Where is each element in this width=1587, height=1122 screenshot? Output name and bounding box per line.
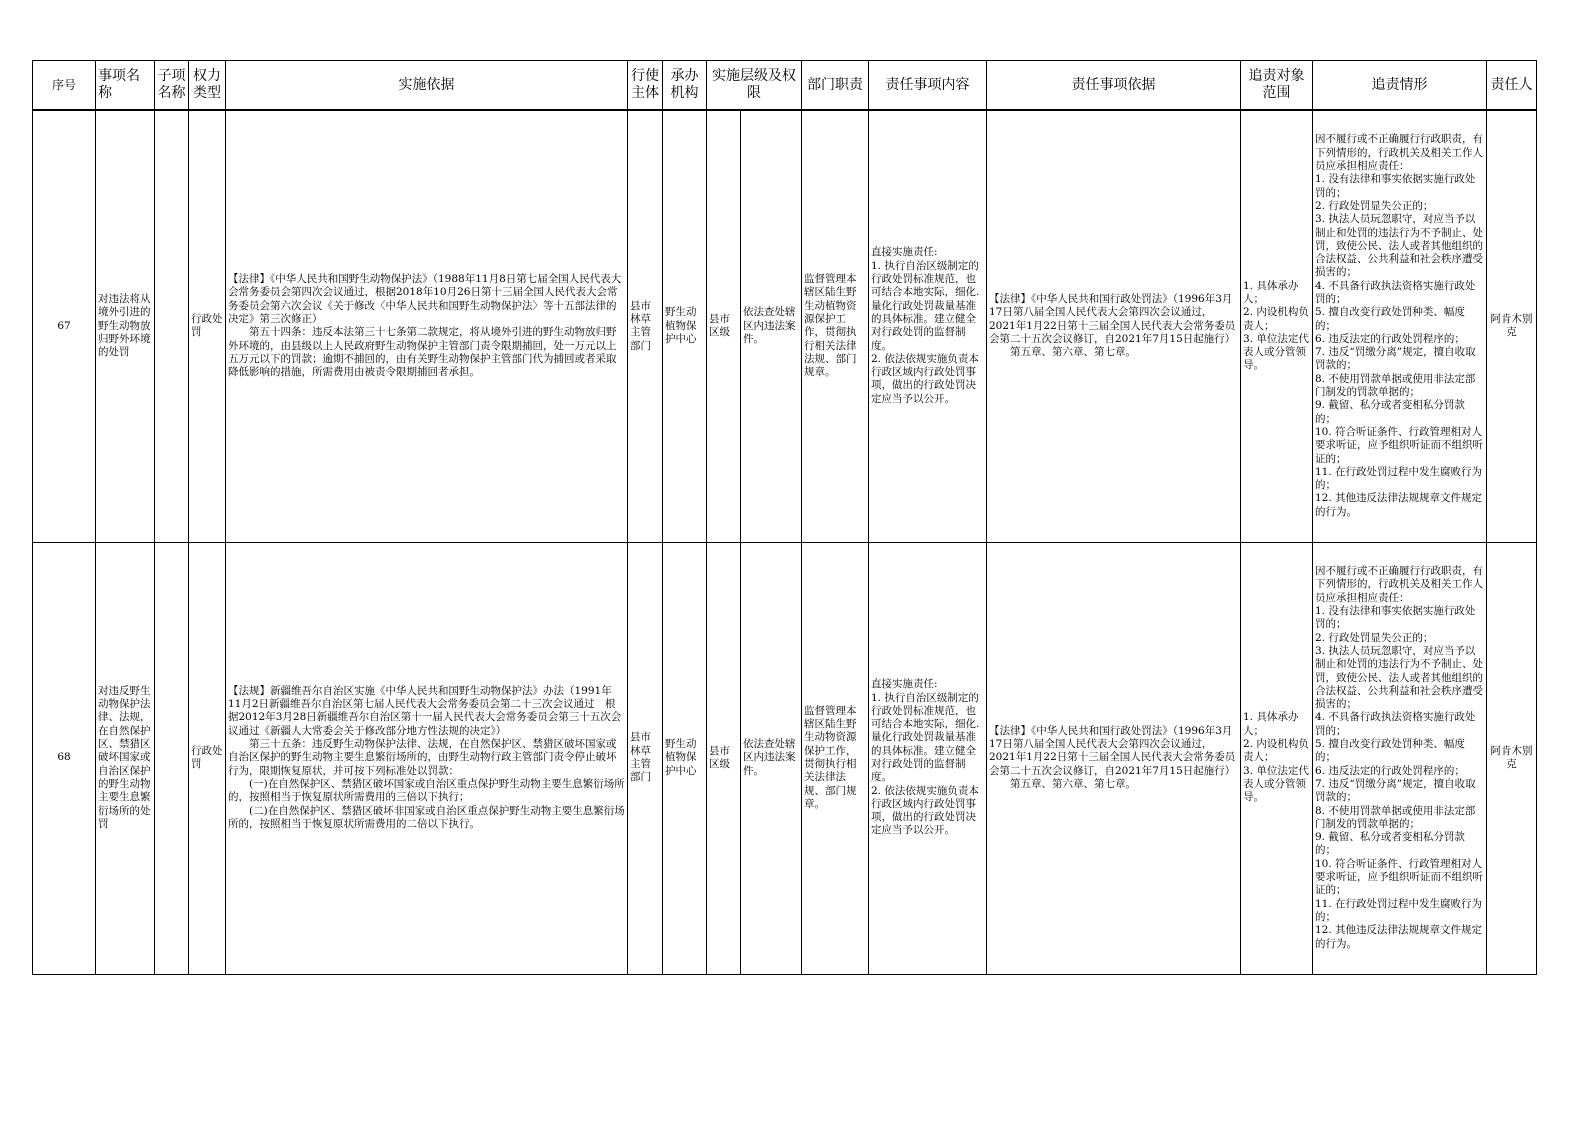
- header-resp-content: 责任事项内容: [869, 61, 987, 111]
- header-subject: 行使主体: [628, 61, 663, 111]
- header-situation: 追责情形: [1313, 61, 1487, 111]
- cell-subject: 县市林草主管部门: [628, 110, 663, 542]
- cell-power-type: 行政处罚: [189, 542, 226, 974]
- cell-authority: 依法查处辖区内违法案件。: [741, 110, 802, 542]
- cell-situation: 因不履行或不正确履行行政职责，有下列情形的，行政机关及相关工作人员应承担相应责任： 1. 没有法律和事实依据实施行政处罚的； 2. 行政处罚显失公正的； 3. 执法人员玩忽职守，对应当予以制止和处罚的违法行为不予制止、处罚，致使公民、法人或者其他组织的合法权益、公共利益和社会秩序遭受损害的； 4. 不具备行政执法资格实施行政处罚的； 5. 擅自改变行政处罚种类、幅度的； 6. 违反法定的行政处罚程序的； 7. 违反“罚缴分离”规定，擅自收取罚款的； 8. 不使用罚款单据或使用非法定部门制发的罚款单据的； 9. 截留、私分或者变相私分罚款的； 10. 符合听证条件、行政管理相对人要求听证，应予组织听证而不组织听证的； 11. 在行政处罚过程中发生腐败行为的； 12. 其他违反法律法规规章文件规定的行为。: [1313, 542, 1487, 974]
- header-duty: 部门职责: [802, 61, 869, 111]
- resp-basis-law-text: 【法律】《中华人民共和国行政处罚法》（1996年3月17日第八届全国人民代表大会第四次会议通过，2021年1月22日第十三届全国人民代表大会常务委员会第二十五次会议修订，自2021年7月15日起施行）: [989, 293, 1236, 345]
- header-basis: 实施依据: [226, 61, 628, 111]
- table-row: [33, 110, 1537, 542]
- cell-level: 县市区级: [707, 542, 741, 974]
- cell-duty: 监督管理本辖区陆生野生动物资源保护工作，贯彻执行相关法律法规、部门规章。: [802, 542, 869, 974]
- header-target: 追责对象范围: [1241, 61, 1313, 111]
- basis-article: 第三十五条：违反野生动物保护法律、法规，在自然保护区、禁猎区破坏国家或自治区保护的野生动物主要生息繁衍场所的，由野生动物行政主管部门责令停止破坏行为，限期恢复原状，并可按下列标准处以罚款：: [228, 738, 617, 777]
- cell-basis: [226, 542, 628, 974]
- cell-resp-basis: [987, 542, 1241, 974]
- cell-duty: 监督管理本辖区陆生野生动植物资源保护工作，贯彻执行相关法律法规、部门规章。: [802, 110, 869, 542]
- cell-target: 1. 具体承办人； 2. 内设机构负责人； 3. 单位法定代表人或分管领导。: [1241, 542, 1313, 974]
- cell-sub-item: [155, 542, 189, 974]
- header-person: 责任人: [1487, 61, 1537, 111]
- cell-resp-content: 直接实施责任: 1. 执行自治区级制定的行政处罚标准规范，也可结合本地实际，细化. 量化行政处罚裁量基准的具体标准。建立健全对行政处罚的监督制度。 2. 依法依规实施负责本行政区域内行政处罚事项，做出的行政处罚决定应当予以公开。: [869, 542, 987, 974]
- power-responsibility-table: [32, 60, 1537, 975]
- cell-power-type: 行政处罚: [189, 110, 226, 542]
- cell-item-name: 对违反野生动物保护法律、法规，在自然保护区、禁猎区破坏国家或自治区保护的野生动物主要生息繁衍场所的处罚: [96, 542, 155, 974]
- header-seq: 序号: [33, 61, 96, 111]
- cell-agency: 野生动植物保护中心: [663, 542, 707, 974]
- header-power-type: 权力类型: [189, 61, 226, 111]
- cell-basis: [226, 110, 628, 542]
- header-agency: 承办机构: [663, 61, 707, 111]
- cell-agency: 野生动植物保护中心: [663, 110, 707, 542]
- header-level: 实施层级及权限: [707, 61, 802, 111]
- cell-resp-basis: [987, 110, 1241, 542]
- resp-basis-articles: 第五章、第六章、第七章。: [1010, 346, 1136, 359]
- cell-person: 阿肯木别克: [1487, 542, 1537, 974]
- cell-target: 1. 具体承办人； 2. 内设机构负责人； 3. 单位法定代表人或分管领导。: [1241, 110, 1313, 542]
- cell-subject: 县市林草主管部门: [628, 542, 663, 974]
- header-resp-basis: 责任事项依据: [987, 61, 1241, 111]
- basis-article: 第五十四条：违反本法第三十七条第二款规定，将从境外引进的野生动物放归野外环境的，由县级以上人民政府野生动物保护主管部门责令限期捕回，处一万元以上五万元以下的罚款；逾期不捕回的，由有关野生动物保护主管部门代为捕回或者采取降低影响的措施，所需费用由被责令限期捕回者承担。: [228, 326, 617, 379]
- cell-resp-content: 直接实施责任: 1. 执行自治区级制定的行政处罚标准规范，也可结合本地实际，细化. 量化行政处罚裁量基准的具体标准。建立健全对行政处罚的监督制度。 2. 依法依规实施负责本行政区域内行政处罚事项，做出的行政处罚决定应当予以公开。: [869, 110, 987, 542]
- basis-article-clause-2: (二)在自然保护区、禁猎区破坏非国家或自治区重点保护野生动物主要生息繁衍场所的，按照相当于恢复原状所需费用的二倍以下执行。: [228, 804, 625, 830]
- header-sub-item: 子项名称: [155, 61, 189, 111]
- cell-person: 阿肯木别克: [1487, 110, 1537, 542]
- cell-situation: 因不履行或不正确履行行政职责，有下列情形的，行政机关及相关工作人员应承担相应责任： 1. 没有法律和事实依据实施行政处罚的； 2. 行政处罚显失公正的； 3. 执法人员玩忽职守，对应当予以制止和处罚的违法行为不予制止、处罚，致使公民、法人或者其他组织的合法权益、公共利益和社会秩序遭受损害的； 4. 不具备行政执法资格实施行政处罚的； 5. 擅自改变行政处罚种类、幅度的； 6. 违反法定的行政处罚程序的； 7. 违反“罚缴分离”规定，擅自收取罚款的； 8. 不使用罚款单据或使用非法定部门制发的罚款单据的； 9. 截留、私分或者变相私分罚款的； 10. 符合听证条件、行政管理相对人要求听证，应予组织听证而不组织听证的； 11. 在行政处罚过程中发生腐败行为的； 12. 其他违反法律法规规章文件规定的行为。: [1313, 110, 1487, 542]
- cell-level: 县市区级: [707, 110, 741, 542]
- basis-regulation-text: 【法规】新疆维吾尔自治区实施《中华人民共和国野生动物保护法》办法（1991年11月2日新疆维吾尔自治区第七届人民代表大会常务委员会第二十三次会议通过 根据2012年3月28日新疆维吾尔自治区第十一届人民代表大会常务委员会第三十五次会议通过《新疆人大常委会关于修改部分地方性法规的决定》）: [228, 684, 622, 737]
- cell-sub-item: [155, 110, 189, 542]
- header-row: [33, 61, 1537, 111]
- header-item-name: 事项名称: [96, 61, 155, 111]
- resp-basis-law-text: 【法律】《中华人民共和国行政处罚法》（1996年3月17日第八届全国人民代表大会第四次会议通过，2021年1月22日第十三届全国人民代表大会常务委员会第二十五次会议修订，自2021年7月15日起施行）: [989, 724, 1236, 777]
- resp-basis-articles: 第五章、第六章、第七章。: [1010, 777, 1136, 790]
- table-row: [33, 542, 1537, 974]
- basis-law-text: 【法律】《中华人民共和国野生动物保护法》（1988年11月8日第七届全国人民代表大会常务委员会第四次会议通过，根据2018年10月26日第十三届全国人民代表大会常务委员会第六次会议《关于修改〈中华人民共和国野生动物保护法〉等十五部法律的决定》第三次修正）: [228, 273, 622, 325]
- basis-article-clause-1: (一)在自然保护区、禁猎区破坏国家或自治区重点保护野生动物主要生息繁衍场所的，按照相当于恢复原状所需费用的三倍以下执行；: [228, 777, 625, 804]
- cell-seq: 68: [33, 542, 96, 974]
- cell-seq: 67: [33, 110, 96, 542]
- cell-authority: 依法查处辖区内违法案件。: [741, 542, 802, 974]
- cell-item-name: 对违法将从境外引进的野生动物放归野外环境的处罚: [96, 110, 155, 542]
